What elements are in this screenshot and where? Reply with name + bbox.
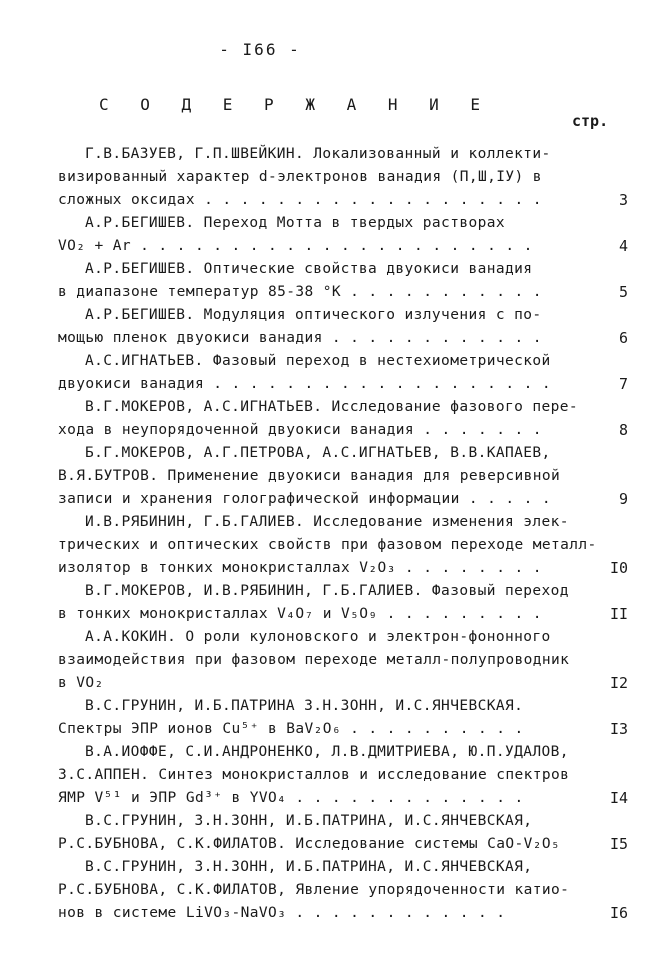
toc-entry-page: 9 [618,490,628,508]
toc-entry-line: В.Г.МОКЕРОВ, А.С.ИГНАТЬЕВ. Исследование фазового пере- [85,399,579,415]
toc-entry-line: в диапазоне температур 85-38 °К . . . . . . . . . . . [58,284,542,300]
toc-entry-page: I5 [609,835,628,853]
toc-entry [58,212,628,258]
toc-entry-page: 3 [618,191,628,209]
toc-entry-line: З.С.АППЕН. Синтез монокристаллов и исследование спектров [58,767,570,783]
toc-entry-line: А.Р.БЕГИШЕВ. Переход Мотта в твердых растворах [85,215,505,231]
toc-entry [58,350,628,396]
toc-entry-page: I2 [609,674,628,692]
toc-entry-line: А.А.КОКИН. О роли кулоновского и электрон-фононного [85,629,551,645]
toc-entry-line: В.Г.МОКЕРОВ, И.В.РЯБИНИН, Г.Б.ГАЛИЕВ. Фазовый переход [85,583,569,599]
toc-entry [58,143,628,212]
toc-entry-line: в VO₂ [58,675,104,691]
toc-entry-line: нов в системе LiVO₃-NaVO₃ . . . . . . . . . . . . [58,905,506,921]
toc-entry-line: двуокиси ванадия . . . . . . . . . . . . . . . . . . . [58,376,552,392]
toc-entry [58,695,628,741]
toc-entry [58,258,628,304]
toc-entry-line: хода в неупорядоченной двуокиси ванадия . . . . . . . [58,422,542,438]
toc-entry [58,442,628,511]
toc-entry-page: II [609,605,628,623]
toc-entry-line: изолятор в тонких монокристаллах V₂O₃ . . . . . . . . [58,560,542,576]
toc-entry-page: 5 [618,283,628,301]
toc-entry-line: в тонких монокристаллах V₄O₇ и V₅O₉ . . . . . . . . . [58,606,542,622]
toc-entry [58,810,628,856]
toc-entry [58,626,628,695]
toc-entry-page: 6 [618,329,628,347]
toc-entry-line: записи и хранения голографической информации . . . . . [58,491,552,507]
page-column-label: стр. [572,112,609,130]
toc-entry-line: В.С.ГРУНИН, З.Н.ЗОНН, И.Б.ПАТРИНА, И.С.ЯНЧЕВСКАЯ, [85,859,533,875]
toc-entry [58,856,628,925]
toc-entry-line: Г.В.БАЗУЕВ, Г.П.ШВЕЙКИН. Локализованный и коллекти- [85,146,551,162]
toc-entry-line: VO₂ + Ar . . . . . . . . . . . . . . . . . . . . . . [58,238,533,254]
page-title: С О Д Е Р Ж А Н И Е [98,95,492,114]
toc-entry-page: I4 [609,789,628,807]
toc-entry-page: I3 [609,720,628,738]
toc-entry-line: В.А.ИОФФЕ, С.И.АНДРОНЕНКО, Л.В.ДМИТРИЕВА, Ю.П.УДАЛОВ, [85,744,569,760]
toc-entry-page: I0 [609,559,628,577]
toc-entry-line: взаимодействия при фазовом переходе металл-полупроводник [58,652,570,668]
toc-entry [58,304,628,350]
toc-entry-line: В.С.ГРУНИН, З.Н.ЗОНН, И.Б.ПАТРИНА, И.С.ЯНЧЕВСКАЯ, [85,813,533,829]
toc-entry-line: Спектры ЭПР ионов Cu⁵⁺ в BaV₂O₆ . . . . . . . . . . [58,721,524,737]
toc-entry-line: Р.С.БУБНОВА, С.К.ФИЛАТОВ, Явление упорядоченности катио- [58,882,570,898]
toc-entry-page: 8 [618,421,628,439]
toc-entry-line: А.Р.БЕГИШЕВ. Оптические свойства двуокиси ванадия [85,261,533,277]
toc-entry-line: ЯМР V⁵¹ и ЭПР Gd³⁺ в YVO₄ . . . . . . . . . . . . . [58,790,524,806]
toc-entry-line: визированный характер d-электронов ванадия (П,Ш,IУ) в [58,169,542,185]
toc-entry [58,396,628,442]
toc-entry [58,741,628,810]
toc-entry-line: А.Р.БЕГИШЕВ. Модуляция оптического излучения с по- [85,307,542,323]
toc-entry-line: мощью пленок двуокиси ванадия . . . . . . . . . . . . [58,330,542,346]
toc-entry-line: сложных оксидах . . . . . . . . . . . . . . . . . . . [58,192,542,208]
table-of-contents [58,143,628,925]
toc-entry-line: В.Я.БУТРОВ. Применение двуокиси ванадия для реверсивной [58,468,561,484]
toc-entry-line: трических и оптических свойств при фазовом переходе металл- [58,537,597,553]
toc-entry-line: И.В.РЯБИНИН, Г.Б.ГАЛИЕВ. Исследование изменения элек- [85,514,569,530]
toc-entry-line: А.С.ИГНАТЬЕВ. Фазовый переход в нестехиометрической [85,353,551,369]
toc-entry [58,511,628,580]
toc-entry-line: Б.Г.МОКЕРОВ, А.Г.ПЕТРОВА, А.С.ИГНАТЬЕВ, В.В.КАПАЕВ, [85,445,551,461]
toc-entry [58,580,628,626]
toc-entry-line: Р.С.БУБНОВА, С.К.ФИЛАТОВ. Исследование системы CaO-V₂O₅ [58,836,561,852]
toc-entry-line: В.С.ГРУНИН, И.Б.ПАТРИНА З.Н.ЗОНН, И.С.ЯНЧЕВСКАЯ. [85,698,524,714]
toc-entry-page: I6 [609,904,628,922]
page-number: - I66 - [219,40,301,59]
toc-entry-page: 7 [618,375,628,393]
toc-entry-page: 4 [618,237,628,255]
